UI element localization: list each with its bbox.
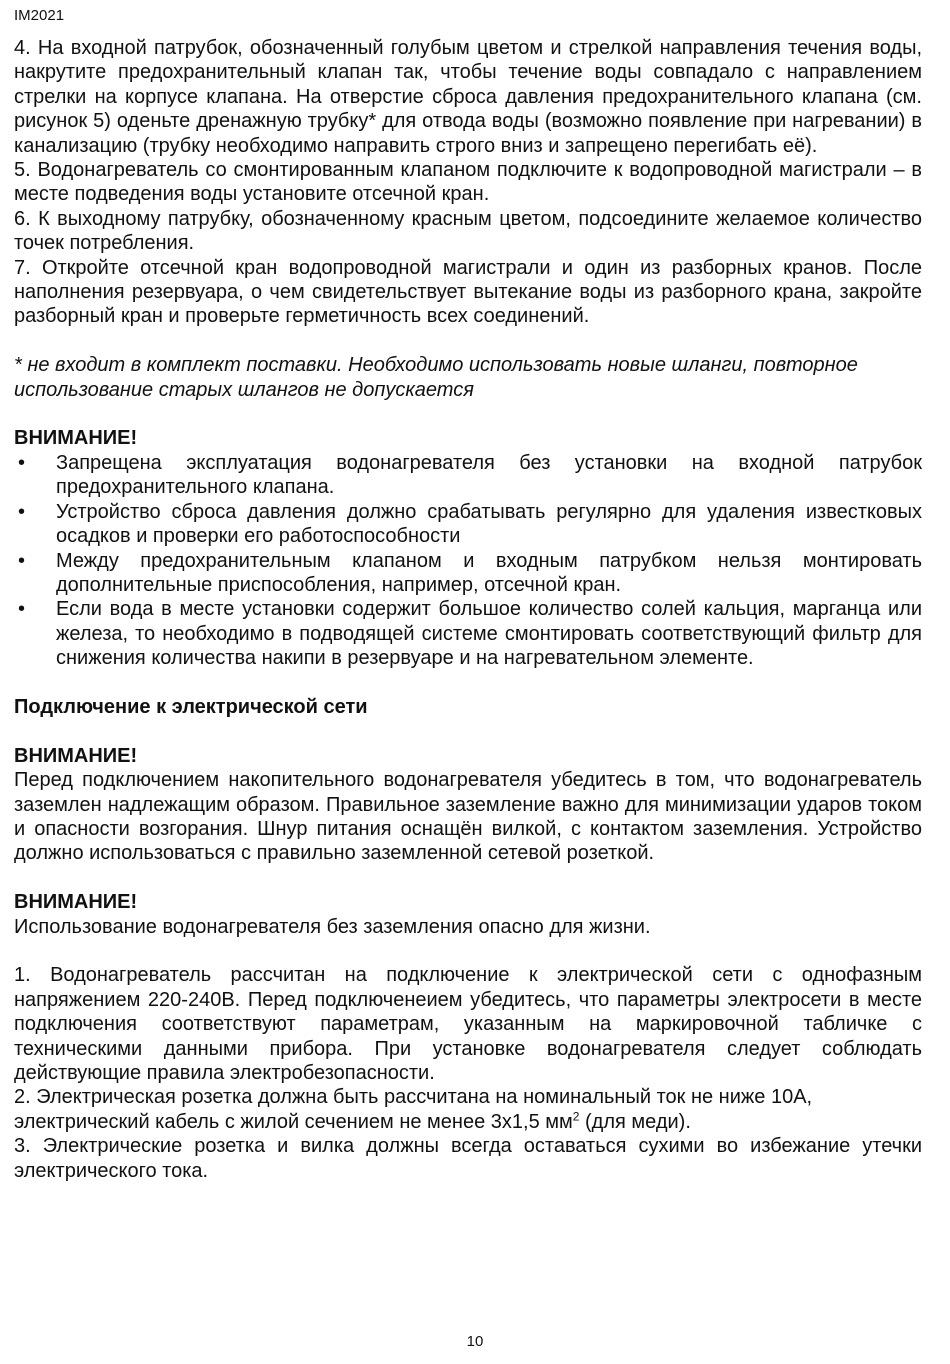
warning-text: Перед подключением накопительного водонагревателя убедитесь в том, что водонагреватель заземлен надлежащим образом. Правильное заземление важно для минимизации ударов током и опасности возгорания. Шнур питания оснащён вилкой, с контактом заземления. Устройство должно использоваться с правильно заземленной сетевой розеткой. (14, 769, 922, 865)
step-4: 4. На входной патрубок, обозначенный голубым цветом и стрелкой направления течения воды, накрутите предохранительный клапан так, чтобы течение воды совпадало с направлением стрелки на корпусе клапана. На отверстие сброса давления предохранительного клапана (см. рисунок 5) оденьте дренажную трубку* для отвода воды (возможно появление при нагревании) в канализацию (трубку необходимо направить строго вниз и запрещено перегибать её). (14, 37, 922, 157)
bullet-icon: • (18, 598, 26, 621)
warning-item (14, 451, 922, 500)
warning-item (14, 549, 922, 598)
section-title: Подключение к электрической сети (14, 695, 368, 718)
warning-list (14, 451, 922, 671)
superscript: 2 (572, 1109, 580, 1124)
spacer (14, 402, 922, 426)
warning-item (14, 500, 922, 549)
electric-step-3: 3. Электрические розетка и вилка должны всегда оставаться сухими во избежание утечки электрического тока. (14, 1135, 922, 1182)
bullet-icon: • (18, 549, 26, 572)
warning-text: Использование водонагревателя без заземления опасно для жизни. (14, 915, 651, 938)
warning-title: ВНИМАНИЕ! (14, 427, 138, 450)
step-6: 6. К выходному патрубку, обозначенному красным цветом, подсоедините желаемое количество точек потребления. (14, 207, 922, 255)
bullet-icon: • (18, 500, 26, 523)
warning-item-text: Запрещена эксплуатация водонагревателя без установки на входной патрубок предохранительного клапана. (56, 451, 922, 499)
warning-item-text: Между предохранительным клапаном и входным патрубком нельзя монтировать дополнительные приспособления, например, отсечной кран. (56, 549, 922, 596)
spacer (14, 329, 922, 353)
electric-step-2-tail: (для меди). (579, 1110, 691, 1133)
warning-item-text: Устройство сброса давления должно срабатывать регулярно для удаления известковых осадков и проверки его работоспособности (56, 500, 922, 548)
spacer (14, 939, 922, 963)
page-number: 10 (466, 1333, 484, 1350)
footnote: * не входит в комплект поставки. Необходимо использовать новые шланги, повторное использование старых шлангов не допускается (14, 354, 858, 401)
warning-title: ВНИМАНИЕ! (14, 744, 138, 767)
electric-step-2-text: 2. Электрическая розетка должна быть рассчитана на номинальный ток не ниже 10А, электрический кабель с жилой сечением не менее 3х1,5 мм (14, 1086, 813, 1133)
spacer (14, 671, 922, 695)
step-5: 5. Водонагреватель со смонтированным клапаном подключите к водопроводной магистрали – в месте подведения воды установите отсечной кран. (14, 159, 922, 206)
warning-title: ВНИМАНИЕ! (14, 891, 138, 914)
warning-item-text: Если вода в месте установки содержит большое количество солей кальция, марганца или железа, то необходимо в подводящей системе смонтировать соответствующий фильтр для снижения количества накипи в резервуаре и на нагревательном элементе. (56, 598, 922, 670)
bullet-icon: • (18, 451, 26, 474)
electric-step-1: 1. Водонагреватель рассчитан на подключение к электрической сети с однофазным напряжением 220-240В. Перед подключенеием убедитесь, что параметры электросети в месте подключения соответствуют параметрам, указанным на маркировочной табличке с техническими данными прибора. При установке водонагревателя следует соблюдать действующие правила электробезопасности. (14, 964, 922, 1084)
document-page (14, 6, 922, 1183)
electric-step-2 (14, 1085, 922, 1134)
spacer (14, 866, 922, 890)
warning-item (14, 597, 922, 670)
model-number: IM2021 (14, 7, 65, 24)
step-7: 7. Откройте отсечной кран водопроводной магистрали и один из разборных кранов. После наполнения резервуара, о чем свидетельствует вытекание воды из разборного крана, закройте разборный кран и проверьте герметичность всех соединений. (14, 256, 922, 328)
spacer (14, 719, 922, 743)
